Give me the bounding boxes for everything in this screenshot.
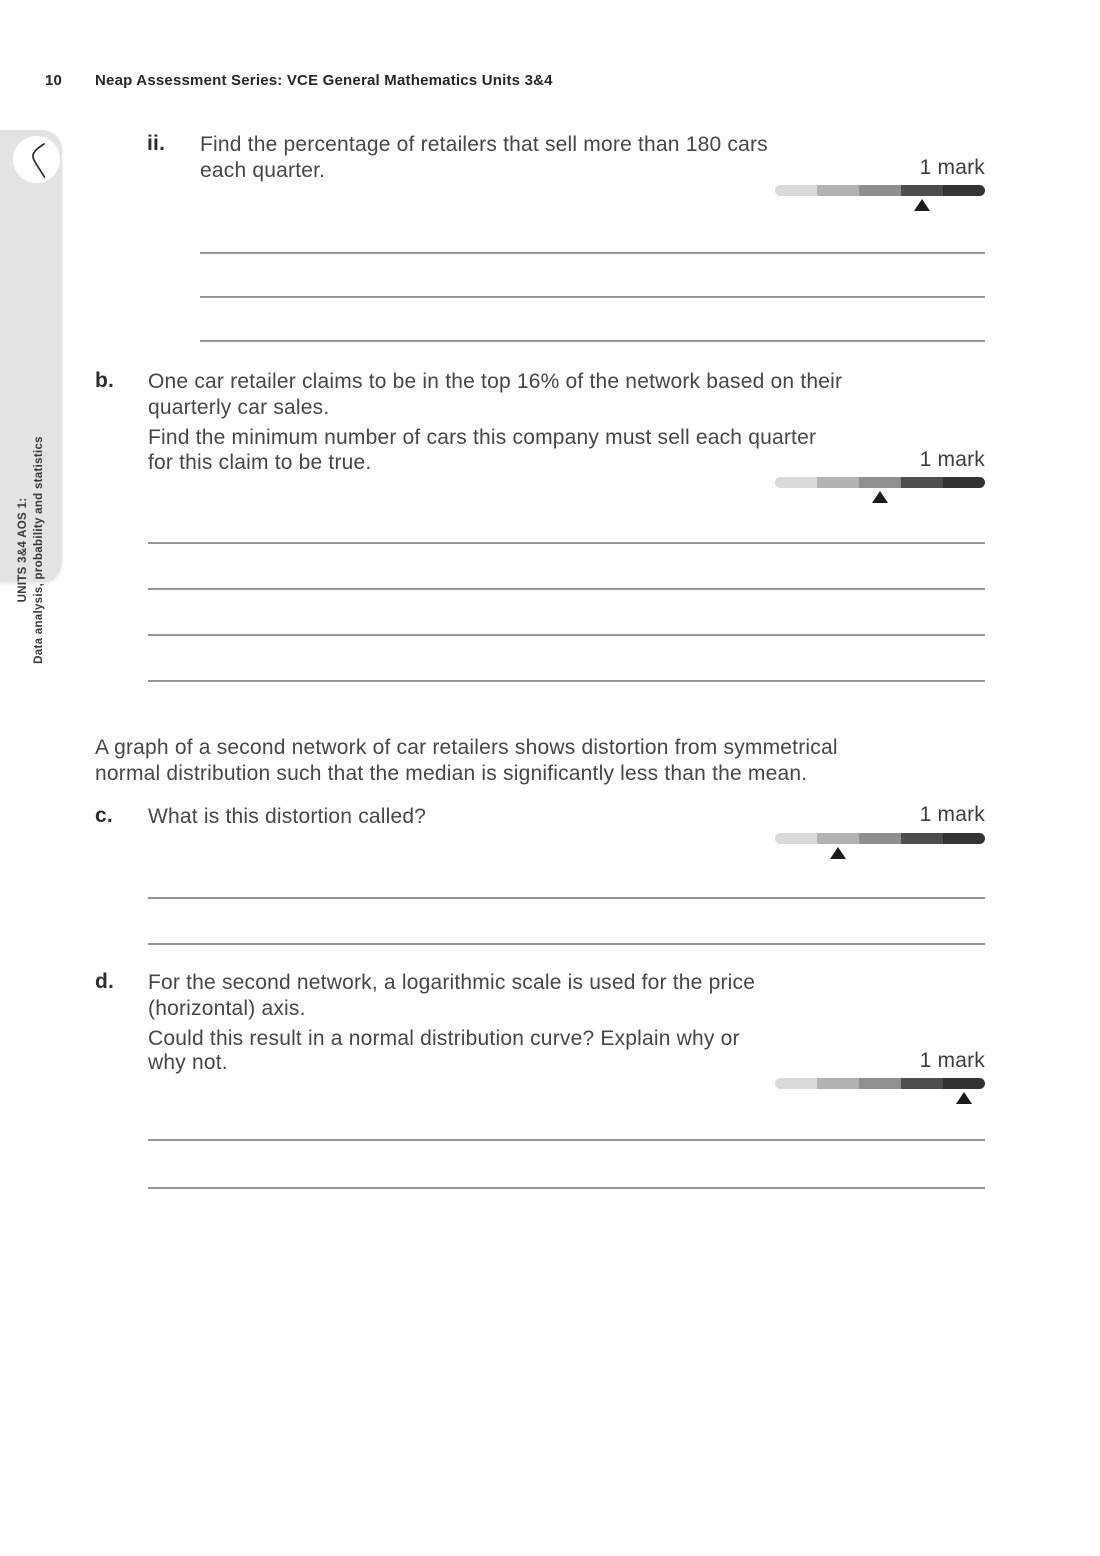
question-d-text-line2: (horizontal) axis. <box>148 997 306 1020</box>
question-d-text-line1: For the second network, a logarithmic scale is used for the price <box>148 971 756 994</box>
mark-weight-marker <box>830 847 846 859</box>
answer-line <box>148 680 985 682</box>
question-ii-text-line2: each quarter. <box>200 159 326 182</box>
question-ii-text-line1: Find the percentage of retailers that sell more than 180 cars <box>200 133 768 156</box>
question-c-mark-label: 1 mark <box>919 803 985 826</box>
distribution-curve-icon <box>20 141 54 179</box>
header-title: Neap Assessment Series: VCE General Mathematics Units 3&4 <box>95 72 553 89</box>
intro-paragraph-line1: A graph of a second network of car retailers shows distortion from symmetrical <box>95 736 838 759</box>
mark-weight-marker <box>956 1092 972 1104</box>
intro-paragraph-line2: normal distribution such that the median is significantly less than the mean. <box>95 762 808 785</box>
question-c-text-line1: What is this distortion called? <box>148 805 427 828</box>
mark-weight-bar <box>775 1078 985 1089</box>
question-b-text-line3: Find the minimum number of cars this company must sell each quarter <box>148 426 817 449</box>
answer-line <box>200 252 985 254</box>
mark-weight-bar <box>775 477 985 488</box>
mark-weight-bar <box>775 833 985 844</box>
sidebar-section-label <box>15 436 47 664</box>
answer-line <box>148 897 985 899</box>
question-b-text-line1: One car retailer claims to be in the top 16% of the network based on their <box>148 370 843 393</box>
sidebar-tab-units[interactable] <box>0 130 62 664</box>
question-d-mark-bar <box>775 1078 985 1104</box>
mark-weight-bar <box>775 185 985 196</box>
question-d-text-line3: Could this result in a normal distribution curve? Explain why or <box>148 1027 740 1050</box>
question-b-text-line2: quarterly car sales. <box>148 396 330 419</box>
question-b-label: b. <box>95 369 115 392</box>
answer-line <box>148 1187 985 1189</box>
question-b-mark-label: 1 mark <box>919 448 985 471</box>
question-b-mark-bar <box>775 477 985 503</box>
sidebar-tab-button[interactable] <box>13 136 60 183</box>
question-d-label: d. <box>95 970 115 993</box>
sidebar-topic-label: Data analysis, probability and statistics <box>33 436 45 664</box>
mark-weight-marker <box>872 491 888 503</box>
answer-line <box>200 340 985 342</box>
mark-weight-marker <box>914 199 930 211</box>
sidebar-units-label: UNITS 3&4 AOS 1: <box>17 497 29 603</box>
question-ii-label: ii. <box>147 132 166 155</box>
answer-line <box>200 296 985 298</box>
answer-line <box>148 634 985 636</box>
question-c-mark-bar <box>775 833 985 859</box>
question-d-mark-label: 1 mark <box>919 1049 985 1072</box>
question-ii-mark-label: 1 mark <box>919 156 985 179</box>
question-d-text-line4: why not. <box>148 1051 228 1074</box>
answer-line <box>148 542 985 544</box>
question-c-label: c. <box>95 804 113 827</box>
question-ii-mark-bar <box>775 185 985 211</box>
answer-line <box>148 943 985 945</box>
question-b-text-line4: for this claim to be true. <box>148 451 372 474</box>
answer-line <box>148 588 985 590</box>
page-number: 10 <box>45 72 63 89</box>
answer-line <box>148 1139 985 1141</box>
